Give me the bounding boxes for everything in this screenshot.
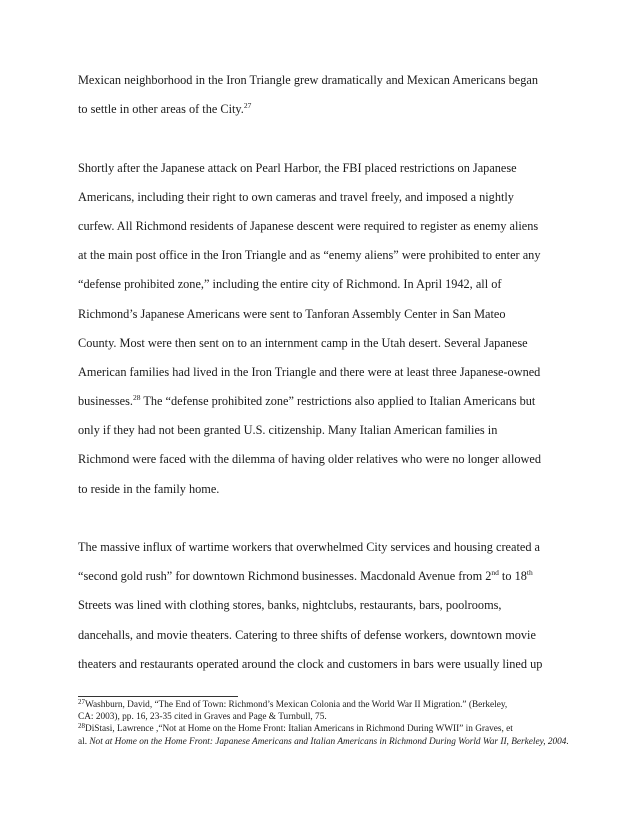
- document-body: [78, 66, 568, 679]
- text-run: al.: [78, 736, 90, 747]
- superscript: 27: [243, 101, 252, 111]
- superscript: 28: [78, 722, 85, 731]
- text-run: theaters and restaurants operated around the clock and customers in bars were usually lined up: [78, 656, 543, 671]
- paragraph-line: [78, 154, 568, 183]
- footnote-line: [78, 699, 568, 711]
- footnote-separator: [78, 696, 238, 697]
- body-text: [78, 66, 568, 679]
- paragraph-line: [78, 329, 568, 358]
- paragraph-gap: [78, 504, 568, 533]
- footnote: [78, 723, 568, 747]
- text-run: “second gold rush” for downtown Richmond businesses. Macdonald Avenue from 2: [78, 569, 492, 584]
- paragraph-line: [78, 621, 568, 650]
- superscript: th: [526, 568, 533, 578]
- paragraph-line: [78, 416, 568, 445]
- text-run: Mexican neighborhood in the Iron Triangle grew dramatically and Mexican Americans began: [78, 73, 538, 87]
- superscript: 27: [78, 698, 85, 706]
- text-run: Washburn, David, “The End of Town: Richmond’s Mexican Colonia and the World War II Migration.” (Berkeley,: [85, 700, 508, 710]
- paragraph-line: [78, 387, 568, 416]
- text-run: County. Most were then sent on to an internment camp in the Utah desert. Several Japanese: [78, 335, 528, 350]
- text-run: at the main post office in the Iron Triangle and as “enemy aliens” were prohibited to enter any: [78, 248, 541, 263]
- paragraph-line: [78, 562, 568, 591]
- text-run: dancehalls, and movie theaters. Catering to three shifts of defense workers, downtown movie: [78, 627, 536, 642]
- text-run: to reside in the family home.: [78, 481, 220, 496]
- paragraph-line: [78, 445, 568, 474]
- paragraph-gap: [78, 124, 568, 153]
- paragraph: [78, 66, 568, 124]
- text-run: Shortly after the Japanese attack on Pearl Harbor, the FBI placed restrictions on Japanese: [78, 160, 517, 175]
- text-run: Streets was lined with clothing stores, banks, nightclubs, restaurants, bars, poolrooms,: [78, 598, 502, 613]
- paragraph-line: [78, 66, 568, 95]
- text-run: businesses.: [78, 394, 133, 409]
- paragraph-line: [78, 212, 568, 241]
- paragraph-line: [78, 650, 568, 679]
- paragraph-line: [78, 241, 568, 270]
- text-run: curfew. All Richmond residents of Japanese descent were required to register as enemy aliens: [78, 218, 539, 233]
- paragraph-line: [78, 183, 568, 212]
- paragraph-line: [78, 358, 568, 387]
- footnote-line: [78, 723, 568, 735]
- footnote-line: [78, 736, 568, 748]
- paragraph-line: [78, 533, 568, 562]
- text-run: only if they had not been granted U.S. citizenship. Many Italian American families in: [78, 423, 498, 438]
- text-run: “defense prohibited zone,” including the entire city of Richmond. In April 1942, all of: [78, 277, 502, 292]
- text-run: CA: 2003), pp. 16, 23-35 cited in Graves and Page & Turnbull, 75.: [78, 712, 327, 723]
- text-run: Americans, including their right to own cameras and travel freely, and imposed a nightly: [78, 189, 514, 204]
- text-run: to 18: [498, 569, 527, 584]
- text-run: to settle in other areas of the City.: [78, 102, 244, 117]
- paragraph-line: [78, 95, 568, 124]
- superscript: nd: [491, 568, 499, 578]
- text-run: American families had lived in the Iron Triangle and there were at least three Japanese-owned: [78, 364, 541, 379]
- footnote: [78, 699, 568, 723]
- paragraph: [78, 533, 568, 679]
- paragraph-line: [78, 591, 568, 620]
- text-run: The “defense prohibited zone” restrictions also applied to Italian Americans but: [140, 394, 536, 409]
- text-run: Richmond’s Japanese Americans were sent to Tanforan Assembly Center in San Mateo: [78, 306, 506, 321]
- paragraph: [78, 154, 568, 504]
- italic-title: Not at Home on the Home Front: Japanese Americans and Italian Americans in Richmond During World War II, Berkeley, 2004.: [89, 736, 569, 747]
- paragraph-line: [78, 270, 568, 299]
- paragraph-line: [78, 300, 568, 329]
- text-run: DiStasi, Lawrence ,“Not at Home on the Home Front: Italian Americans in Richmond During WWII” in Graves, et: [85, 724, 513, 735]
- superscript: 28: [133, 393, 141, 403]
- text-run: The massive influx of wartime workers that overwhelmed City services and housing created a: [78, 540, 541, 554]
- text-run: Richmond were faced with the dilemma of having older relatives who were no longer allowed: [78, 452, 542, 467]
- footnote-line: [78, 711, 568, 723]
- paragraph-line: [78, 475, 568, 504]
- footnotes: [78, 699, 568, 748]
